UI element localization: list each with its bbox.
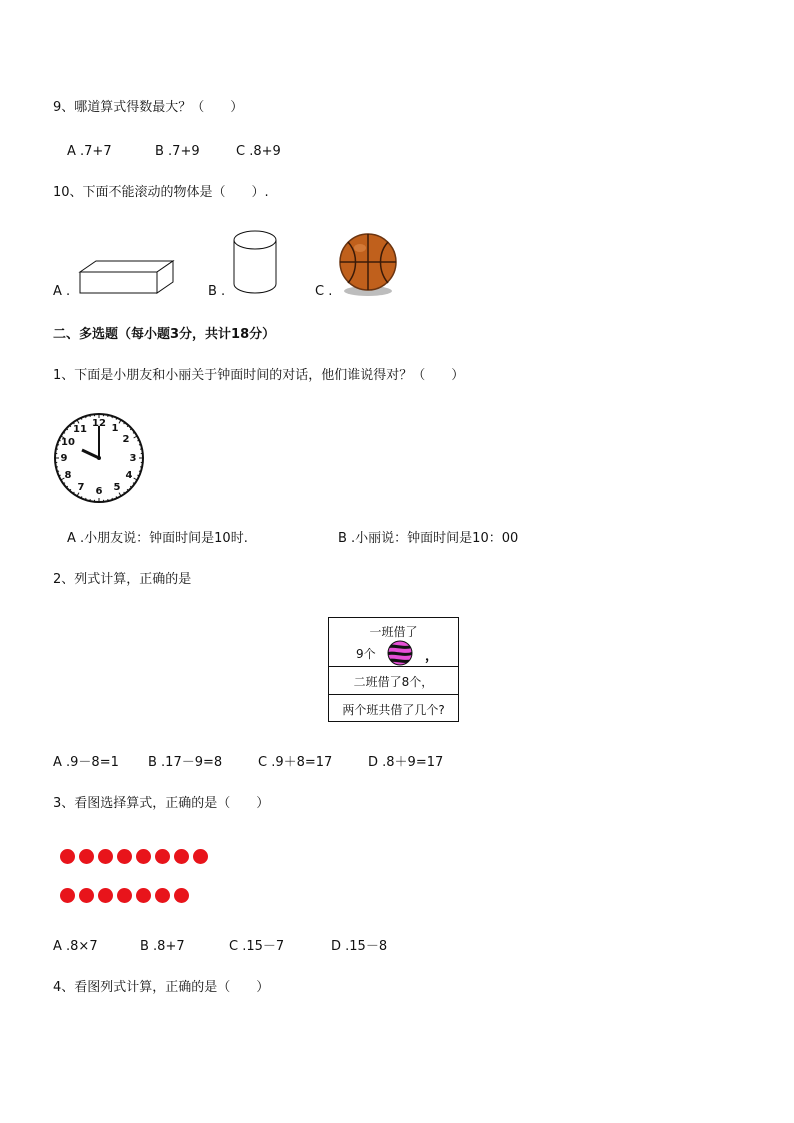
multi-question-2: 2、列式计算，正确的是 bbox=[53, 572, 192, 587]
red-dot bbox=[117, 849, 132, 864]
multi-question-3: 3、看图选择算式，正确的是（ ） bbox=[53, 796, 270, 811]
m2-option-d[interactable]: D .8＋9=17 bbox=[368, 755, 444, 770]
m1-option-a[interactable]: A .小朋友说：钟面时间是10时. bbox=[67, 531, 248, 546]
cylinder-image bbox=[231, 228, 279, 296]
basketball-image bbox=[336, 233, 400, 299]
ball-icon bbox=[385, 640, 415, 667]
q9-option-a[interactable]: A .7+7 bbox=[67, 144, 112, 159]
dots-row-2 bbox=[60, 888, 220, 904]
section-heading: 二、多选题（每小题3分，共计18分） bbox=[53, 327, 276, 342]
q10-option-a[interactable]: A . bbox=[53, 284, 71, 299]
red-dot bbox=[79, 888, 94, 903]
m1-option-b[interactable]: B .小丽说：钟面时间是10：00 bbox=[338, 531, 519, 546]
red-dot bbox=[136, 849, 151, 864]
red-dot bbox=[155, 849, 170, 864]
m3-option-b[interactable]: B .8+7 bbox=[140, 939, 185, 954]
multi-question-1: 1、下面是小朋友和小丽关于钟面时间的对话，他们谁说得对？（ ） bbox=[53, 368, 465, 383]
borrow-story-box bbox=[328, 617, 459, 722]
red-dot bbox=[98, 849, 113, 864]
m2-option-c[interactable]: C .9＋8=17 bbox=[258, 755, 333, 770]
box-line-2-right: ， bbox=[425, 649, 439, 664]
box-line-2-left: 9个 bbox=[356, 647, 376, 661]
clock-number-2: 2 bbox=[122, 434, 130, 445]
clock-number-10: 10 bbox=[61, 437, 75, 448]
multi-question-4: 4、看图列式计算，正确的是（ ） bbox=[53, 980, 270, 995]
red-dot bbox=[98, 888, 113, 903]
clock-number-7: 7 bbox=[77, 482, 85, 493]
m3-option-a[interactable]: A .8×7 bbox=[53, 939, 98, 954]
clock-number-1: 1 bbox=[111, 423, 119, 434]
question-10: 10、下面不能滚动的物体是（ ）. bbox=[53, 185, 269, 200]
clock-number-5: 5 bbox=[113, 482, 121, 493]
m2-option-a[interactable]: A .9－8=1 bbox=[53, 755, 119, 770]
red-dot bbox=[60, 888, 75, 903]
red-dot bbox=[79, 849, 94, 864]
clock-image bbox=[52, 412, 146, 504]
clock-number-8: 8 bbox=[64, 470, 72, 481]
clock-number-4: 4 bbox=[125, 470, 133, 481]
q10-option-c[interactable]: C . bbox=[315, 284, 333, 299]
q9-option-c[interactable]: C .8+9 bbox=[236, 144, 281, 159]
cuboid-image bbox=[78, 258, 176, 296]
m3-option-c[interactable]: C .15－7 bbox=[229, 939, 285, 954]
m3-option-d[interactable]: D .15－8 bbox=[331, 939, 388, 954]
clock-number-6: 6 bbox=[95, 486, 103, 497]
clock-number-9: 9 bbox=[60, 453, 68, 464]
red-dot bbox=[174, 849, 189, 864]
clock-number-3: 3 bbox=[129, 453, 137, 464]
q9-option-b[interactable]: B .7+9 bbox=[155, 144, 200, 159]
red-dot bbox=[193, 849, 208, 864]
clock-number-12: 12 bbox=[92, 418, 106, 429]
red-dot bbox=[136, 888, 151, 903]
dots-row-1 bbox=[60, 849, 220, 865]
red-dot bbox=[174, 888, 189, 903]
question-9: 9、哪道算式得数最大？（ ） bbox=[53, 100, 244, 115]
box-line-4: 两个班共借了几个? bbox=[342, 703, 445, 717]
red-dot bbox=[117, 888, 132, 903]
red-dot bbox=[60, 849, 75, 864]
clock-number-11: 11 bbox=[73, 424, 87, 435]
box-line-1: 一班借了 bbox=[369, 625, 418, 639]
m2-option-b[interactable]: B .17－9=8 bbox=[148, 755, 223, 770]
red-dot bbox=[155, 888, 170, 903]
box-line-3: 二班借了8个， bbox=[353, 675, 434, 689]
q10-option-b[interactable]: B . bbox=[208, 284, 226, 299]
